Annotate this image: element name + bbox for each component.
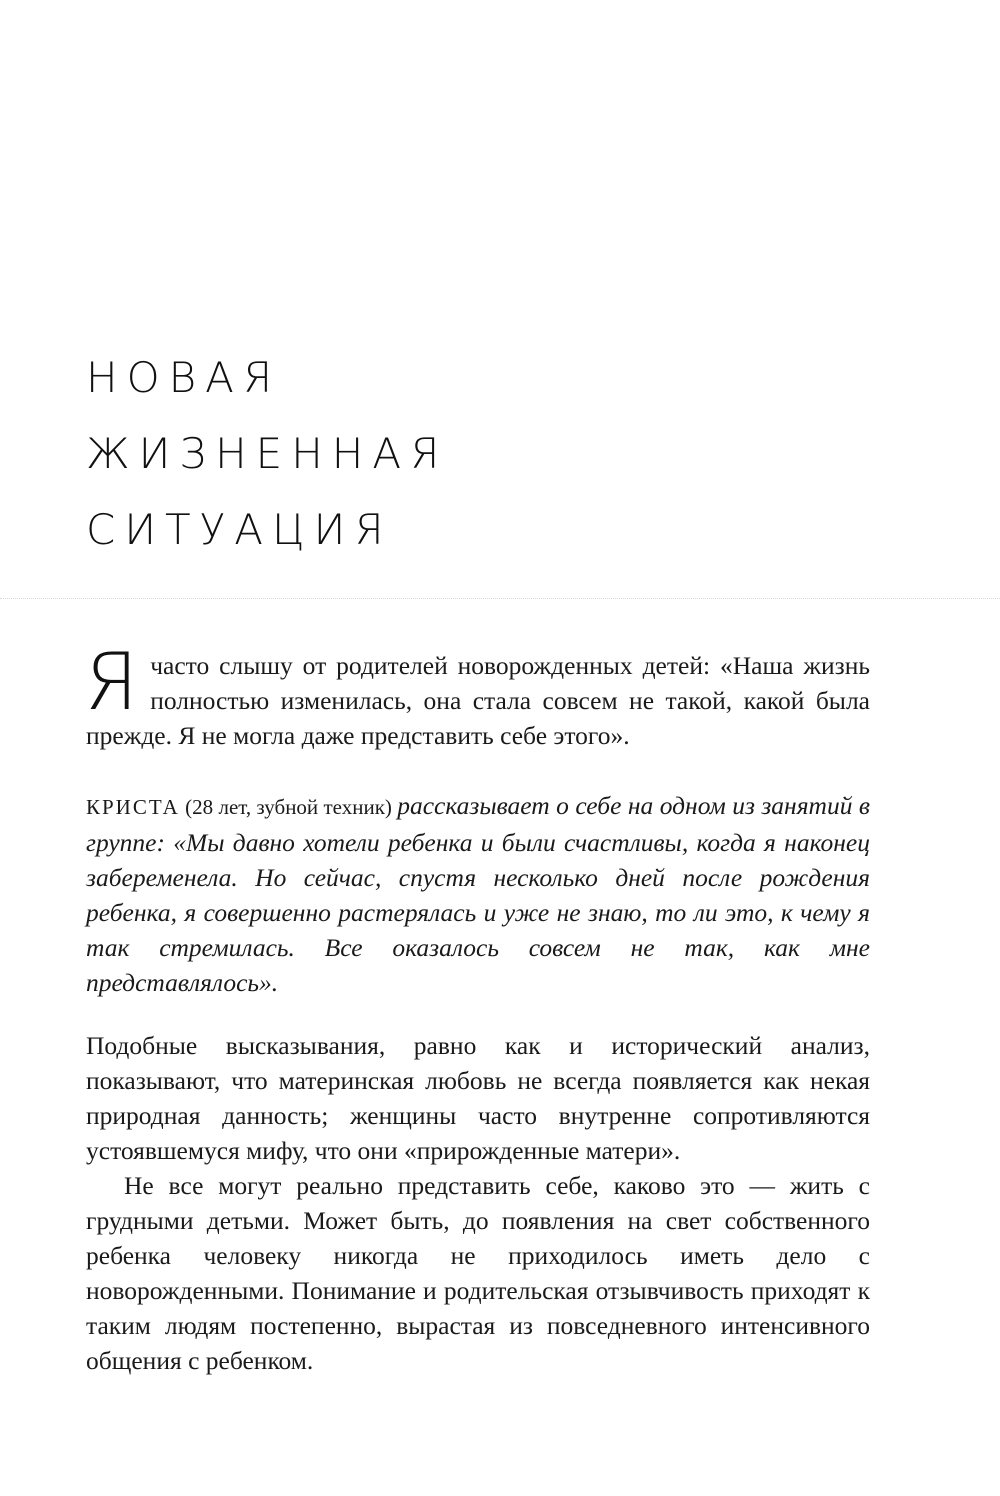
intro-text: часто слышу от родителей новорожденных детей: «Наша жизнь полностью изменилась, она стала совсем не такой, какой была прежде. Я не могла даже представить себе этого». — [86, 651, 870, 750]
example-paragraph — [86, 788, 870, 1000]
chapter-title — [86, 340, 946, 568]
example-meta: (28 лет, зубной техник) — [179, 795, 398, 819]
body-paragraph-2: Не все могут реально представить себе, каково это — жить с грудными детьми. Может быть, до появления на свет собственного ребенка человеку никогда не приходилось иметь дело с новорожденными. Понимание и родительская отзывчивость приходят к таким людям постепенно, вырастая из повседневного интенсивного общения с ребенком. — [86, 1171, 870, 1375]
section-divider — [0, 598, 1000, 599]
chapter-title-line-1: НОВАЯ — [86, 353, 282, 402]
drop-cap: Я — [84, 638, 139, 728]
chapter-title-line-2: ЖИЗНЕННАЯ — [86, 429, 449, 478]
body-text — [86, 1028, 870, 1378]
example-quote: рассказывает о себе на одном из занятий в группе: «Мы давно хотели ребенка и были счастливы, когда я наконец забеременела. Но сейчас, спустя несколько дней после рождения ребенка, я совершенно растерялась и уже не знаю, то ли это, к чему я так стремилась. Все оказалось совсем не так, как мне представлялось». — [86, 791, 870, 997]
body-paragraph-1: Подобные высказывания, равно как и исторический анализ, показывают, что материнская любовь не всегда появляется как некая природная данность; женщины часто внутренне сопротивляются устоявшемуся мифу, что они «прирожденные матери». — [86, 1031, 870, 1165]
example-name: КРИСТА — [86, 795, 180, 819]
chapter-title-line-3: СИТУАЦИЯ — [86, 505, 393, 554]
intro-paragraph — [84, 638, 870, 753]
